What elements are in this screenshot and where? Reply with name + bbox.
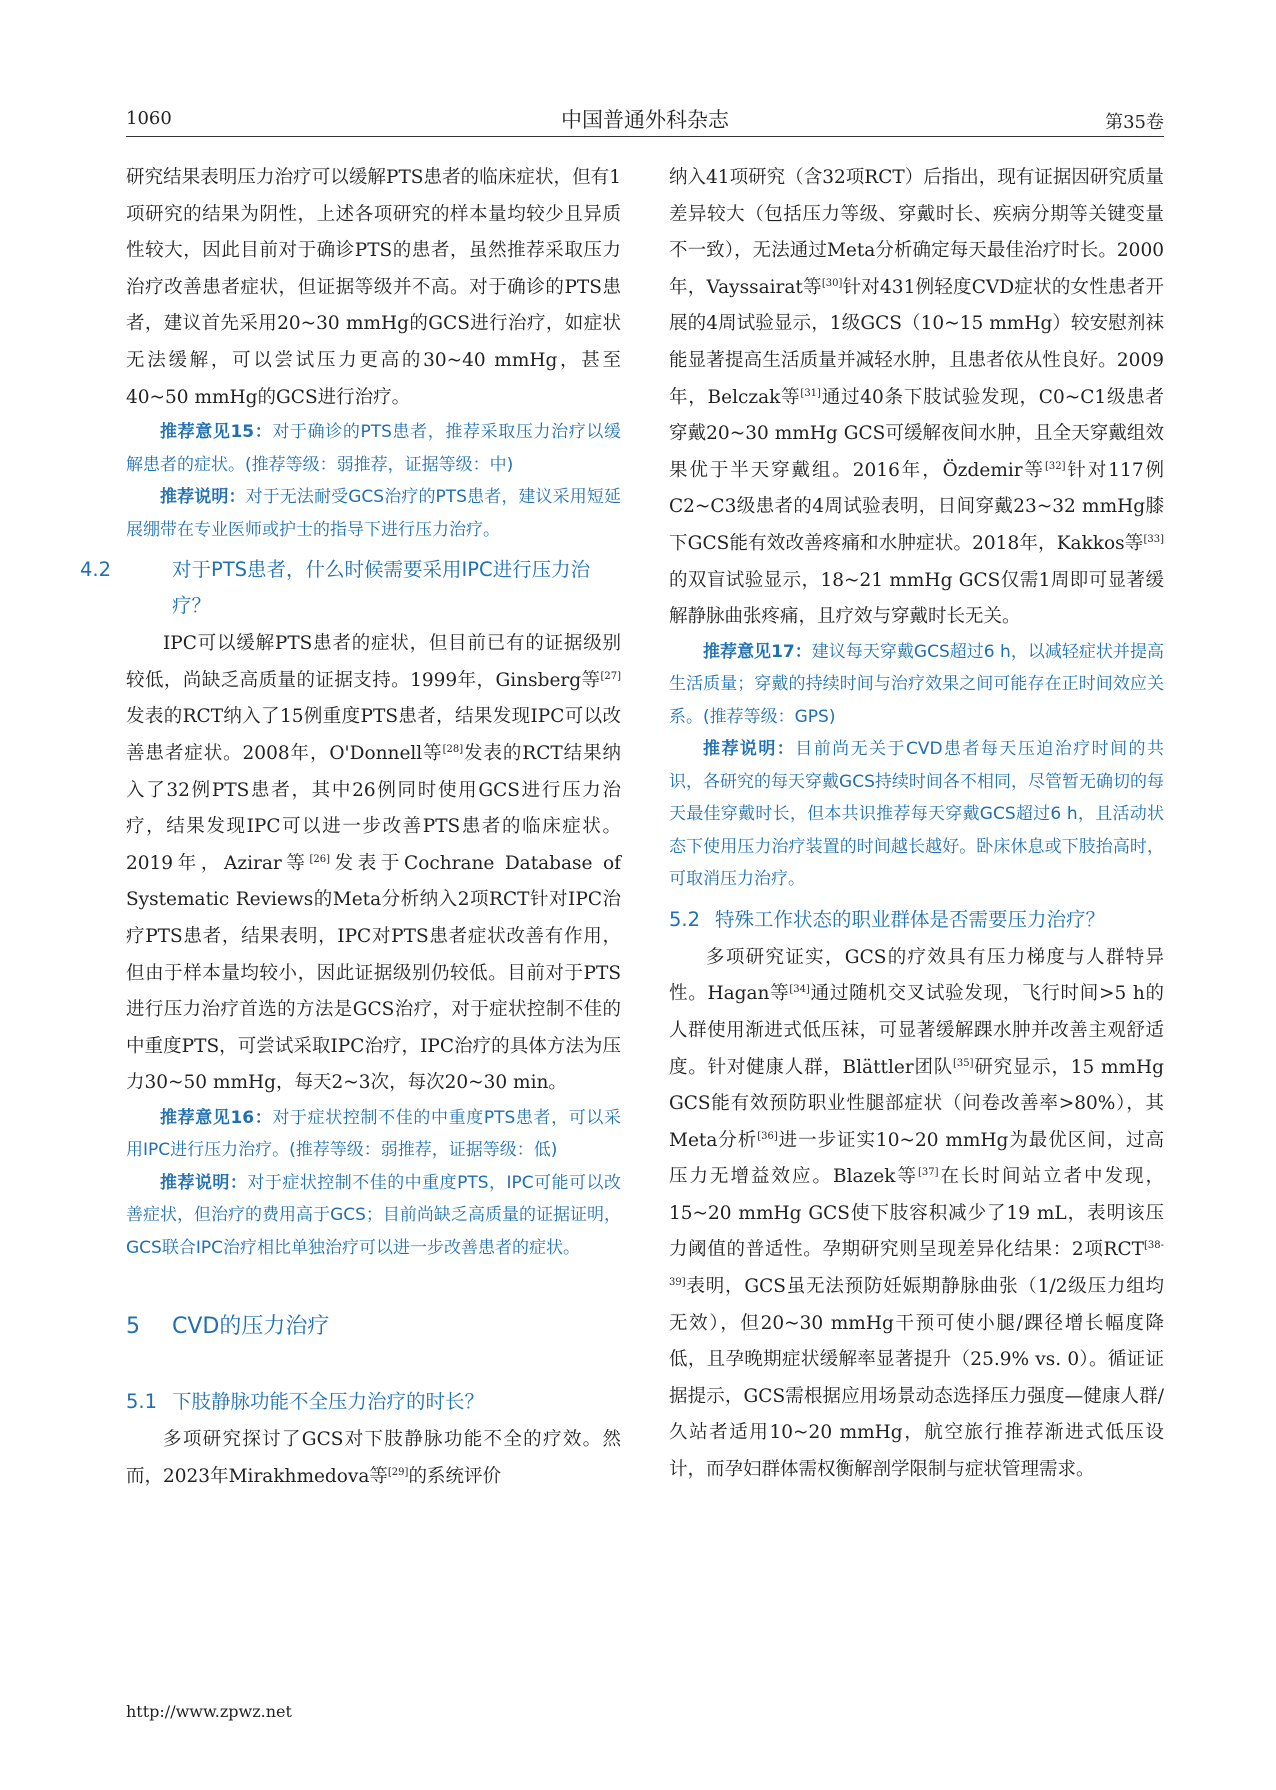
paragraph: 研究结果表明压力治疗可以缓解PTS患者的临床症状，但有1项研究的结果为阴性，上述各项研究的样本量均较少且异质性较大，因此目前对于确诊PTS的患者，虽然推荐采取压力治疗改善患者症状，但证据等级并不高。对于确诊的PTS患者，建议首先采用20~30 mmHg的GCS进行治疗，如症状无法缓解，可以尝试压力更高的30~40 mmHg，甚至40~50 mmHg的GCS进行治疗。 [126, 167, 621, 408]
citation-marker: [33] [1143, 533, 1164, 545]
recommendation-15 [126, 416, 621, 481]
journal-title: 中国普通外科杂志 [561, 108, 729, 132]
section-number: 5 [126, 1314, 140, 1340]
section-title: 对于PTS患者，什么时候需要采用IPC进行压力治疗？ [172, 558, 591, 618]
recommendation-label: 推荐意见17： [703, 641, 812, 662]
citation-marker: [27] [600, 670, 621, 682]
recommendation-note-16 [126, 1167, 621, 1265]
recommendation-label: 推荐意见15： [160, 422, 273, 443]
paragraph: 多项研究证实，GCS的疗效具有压力梯度与人群特异性。Hagan等[34]通过随机交叉试验发现，飞行时间>5 h的人群使用渐进式低压袜，可显著缓解踝水肿并改善主观舒适度。针对健康人群，Blättler团队[35]研究显示，15 mmHg GCS能有效预防职业性腿部症状（问卷改善率>80%），其Meta分析[36]进一步证实10~20 mmHg为最优区间，过高压力无增益效应。Blazek等[37]在长时间站立者中发现，15~20 mmHg GCS使下肢容积减少了19 mL，表明该压力阈值的普适性。孕期研究则呈现差异化结果：2项RCT[38-39]表明，GCS虽无法预防妊娠期静脉曲张（1/2级压力组均无效），但20~30 mmHg干预可使小腿/踝径增长幅度降低，且孕晚期症状缓解率显著提升（25.9% vs. 0）。循证证据提示，GCS需根据应用场景动态选择压力强度—健康人群/久站者适用10~20 mmHg，航空旅行推荐渐进式低压设计，而孕妇群体需权衡解剖学限制与症状管理需求。 [669, 946, 1165, 1481]
footer-url[interactable]: http://www.zpwz.net [126, 1702, 292, 1721]
section-heading-4-2 [80, 552, 621, 624]
section-title: 下肢静脉功能不全压力治疗的时长？ [172, 1390, 485, 1414]
section-number: 4.2 [80, 558, 112, 582]
citation-marker: [32] [1044, 460, 1066, 472]
page-header [126, 102, 1164, 137]
citation-marker: [29] [387, 1466, 409, 1478]
section-number: 5.1 [126, 1390, 158, 1414]
recommendation-text: 对于症状控制不佳的中重度PTS患者，可以采用IPC进行压力治疗。(推荐等级：弱推荐，证据等级：低) [126, 1107, 621, 1161]
note-label: 推荐说明： [160, 1172, 248, 1193]
section-title: 特殊工作状态的职业群体是否需要压力治疗？ [715, 907, 1106, 931]
section-heading-5-2 [669, 902, 1164, 938]
citation-marker: [35] [953, 1057, 974, 1069]
left-column [80, 160, 622, 1496]
recommendation-16 [126, 1102, 621, 1167]
citation-marker: [26] [309, 853, 331, 865]
recommendation-label: 推荐意见16： [160, 1107, 273, 1128]
citation-marker: [30] [821, 277, 843, 289]
note-text: 对于无法耐受GCS治疗的PTS患者，建议采用短延展绷带在专业医师或护士的指导下进行压力治疗。 [126, 487, 622, 540]
section-title: CVD的压力治疗 [172, 1314, 330, 1340]
note-label: 推荐说明： [703, 739, 796, 760]
volume-label: 第35卷 [1105, 112, 1164, 133]
recommendation-text: 对于确诊的PTS患者，推荐采取压力治疗以缓解患者的症状。(推荐等级：弱推荐，证据等级：中) [126, 422, 621, 475]
section-number: 5.2 [669, 907, 701, 931]
note-text: 目前尚无关于CVD患者每天压迫治疗时间的共识，各研究的每天穿戴GCS持续时间各不相同，尽管暂无确切的每天最佳穿戴时长，但本共识推荐每天穿戴GCS超过6 h，且活动状态下使用压力治疗装置的时间越长越好。卧床休息或下肢抬高时，可取消压力治疗。 [669, 739, 1164, 890]
recommendation-text: 建议每天穿戴GCS超过6 h，以减轻症状并提高生活质量；穿戴的持续时间与治疗效果之间可能存在正时间效应关系。(推荐等级：GPS) [669, 641, 1164, 727]
citation-marker: [38-39] [669, 1240, 1164, 1288]
citation-marker: [34] [789, 984, 810, 996]
paragraph: IPC可以缓解PTS患者的症状，但目前已有的证据级别较低，尚缺乏高质量的证据支持。1999年，Ginsberg等[27]发表的RCT纳入了15例重度PTS患者，结果发现IPC可以改善患者症状。2008年，O'Donnell等[28]发表的RCT结果纳入了32例PTS患者，其中26例同时使用GCS进行压力治疗，结果发现IPC可以进一步改善PTS患者的临床症状。2019年，Azirar等[26]发表于Cochrane Database of Systematic Reviews的Meta分析纳入2项RCT针对IPC治疗PTS患者，结果表明，IPC对PTS患者症状改善有作用，但由于样本量均较小，因此证据级别仍较低。目前对于PTS进行压力治疗首选的方法是GCS治疗，对于症状控制不佳的中重度PTS，可尝试采取IPC治疗，IPC治疗的具体方法为压力30~50 mmHg，每天2~3次，每次20~30 min。 [126, 633, 621, 1094]
note-text: 对于症状控制不佳的中重度PTS，IPC可能可以改善症状，但治疗的费用高于GCS；目前尚缺乏高质量的证据证明，GCS联合IPC治疗相比单独治疗可以进一步改善患者的症状。 [126, 1172, 622, 1258]
recommendation-note-17 [669, 733, 1164, 896]
citation-marker: [37] [917, 1167, 939, 1179]
page-number: 1060 [126, 108, 172, 129]
note-label: 推荐说明： [160, 487, 246, 508]
citation-marker: [28] [442, 743, 464, 755]
recommendation-note-15 [126, 481, 621, 546]
section-heading-5-1 [126, 1384, 621, 1420]
right-column [669, 160, 1164, 1489]
paragraph: 纳入41项研究（含32项RCT）后指出，现有证据因研究质量差异较大（包括压力等级、穿戴时长、疾病分期等关键变量不一致），无法通过Meta分析确定每天最佳治疗时长。2000年，Vayssairat等[30]针对431例轻度CVD症状的女性患者开展的4周试验显示，1级GCS（10~15 mmHg）较安慰剂袜能显著提高生活质量并减轻水肿，且患者依从性良好。2009年，Belczak等[31]通过40条下肢试验发现，C0~C1级患者穿戴20~30 mmHg GCS可缓解夜间水肿，且全天穿戴组效果优于半天穿戴组。2016年，Özdemir等[32]针对117例C2~C3级患者的4周试验表明，日间穿戴23~32 mmHg膝下GCS能有效改善疼痛和水肿症状。2018年，Kakkos等[33]的双盲试验显示，18~21 mmHg GCS仅需1周即可显著缓解静脉曲张疼痛，且疗效与穿戴时长无关。 [669, 167, 1165, 628]
paragraph: 多项研究探讨了GCS对下肢静脉功能不全的疗效。然而，2023年Mirakhmedova等[29]的系统评价 [126, 1429, 621, 1487]
section-heading-5 [126, 1312, 621, 1342]
citation-marker: [36] [757, 1130, 778, 1142]
recommendation-17 [669, 636, 1164, 734]
citation-marker: [31] [800, 387, 821, 399]
